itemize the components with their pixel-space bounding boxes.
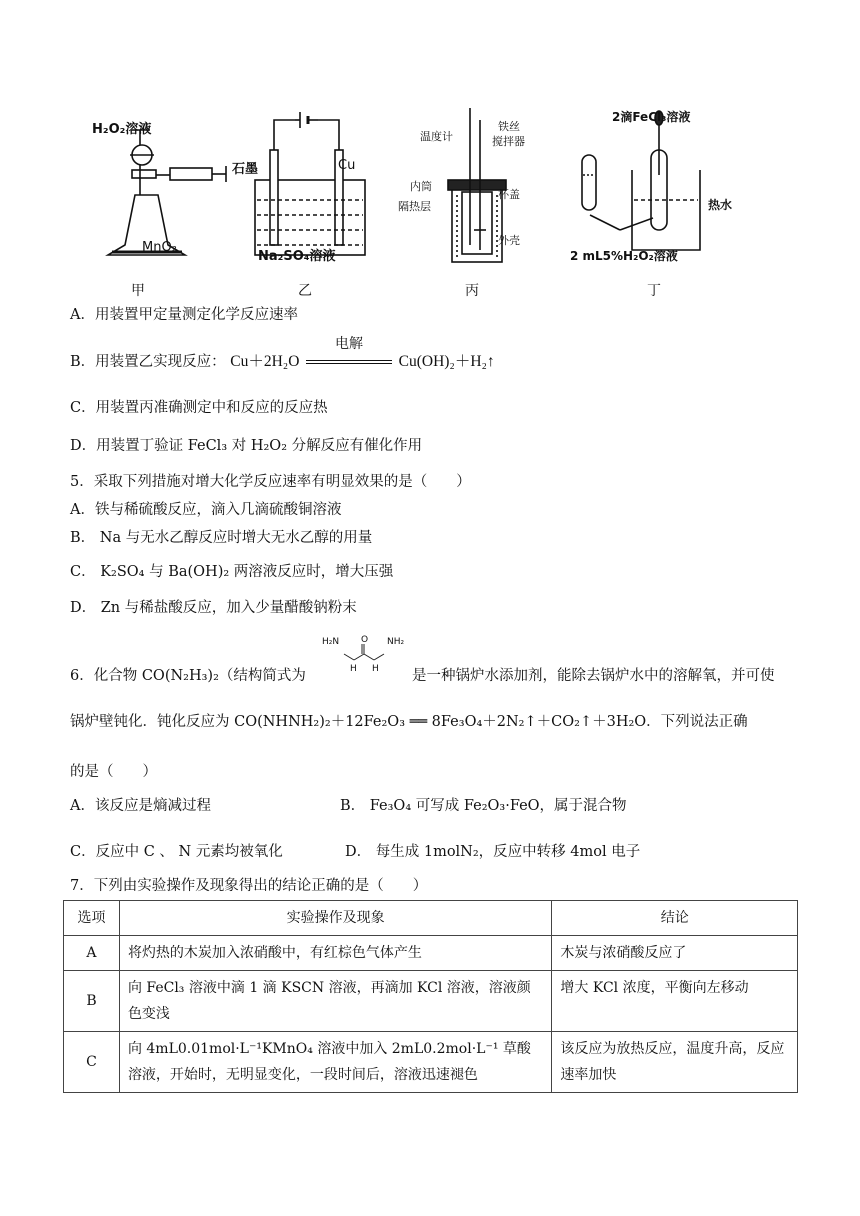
q7-stem: 7．下列由实验操作及现象得出的结论正确的是（ ） [70,878,428,894]
table-row [64,1032,798,1093]
jia-bottom-label: MnO₂ [142,240,177,255]
q4-option-d: D．用装置丁验证 FeCl₃ 对 H₂O₂ 分解反应有催化作用 [70,438,423,454]
row-c-conclusion: 该反应为放热反应，温度升高，反应速率加快 [552,1032,798,1093]
caption-bing: 丙 [465,283,479,299]
bing-label-wire: 铁丝 [498,120,520,133]
q5-option-c: C． K₂SO₄ 与 Ba(OH)₂ 两溶液反应时，增大压强 [70,564,394,580]
q4-option-c: C．用装置丙准确测定中和反应的反应热 [70,400,328,416]
q4-electrolysis-arrow [304,336,394,372]
header-operation: 实验操作及现象 [119,901,551,936]
row-a-option: A [64,936,120,971]
q6-option-d: D． 每生成 1molN₂，反应中转移 4mol 电子 [345,844,641,860]
q6-option-c: C．反应中 C 、 N 元素均被氧化 [70,844,283,860]
q6-stem-a: 6．化合物 CO(N₂H₃)₂（结构简式为 [70,668,306,684]
q5-stem: 5．采取下列措施对增大化学反应速率有明显效果的是（ ） [70,474,471,490]
q4-option-b-eq-right: Cu(OH)₂＋H₂↑ [398,353,495,370]
q4-option-a: A．用装置甲定量测定化学反应速率 [70,307,298,323]
ding-right-label: 热水 [708,198,733,212]
struct-oxygen: O [361,635,369,645]
caption-jia: 甲 [131,283,145,299]
bing-label-inner: 内筒 [410,180,432,193]
q4-option-b-prefix: B．用装置乙实现反应： [70,354,226,370]
yi-left-label: 石墨 [232,162,259,177]
row-b-option: B [64,971,120,1032]
row-a-operation: 将灼热的木炭加入浓硝酸中，有红棕色气体产生 [119,936,551,971]
row-b-conclusion: 增大 KCl 浓度，平衡向左移动 [552,971,798,1032]
ding-bottom-label: 2 mL5%H₂O₂溶液 [570,249,678,263]
q7-table [63,900,798,1093]
bing-label-insulation: 隔热层 [398,200,431,213]
row-b-operation: 向 FeCl₃ 溶液中滴 1 滴 KSCN 溶液，再滴加 KCl 溶液，溶液颜色变浅 [119,971,551,1032]
struct-right: NH₂ [387,637,405,647]
row-c-operation: 向 4mL0.01mol·L⁻¹KMnO₄ 溶液中加入 2mL0.2mol·L⁻¹ 草酸溶液，开始时，无明显变化，一段时间后，溶液迅速褪色 [119,1032,551,1093]
ding-top-label: 2滴FeCl₃溶液 [612,110,691,124]
q6-option-a: A．该反应是熵减过程 [70,798,211,814]
bing-label-thermometer: 温度计 [420,130,453,143]
q6-stem-d: 的是（ ） [70,764,157,780]
row-a-conclusion: 木炭与浓硝酸反应了 [552,936,798,971]
q4-option-b [70,336,495,372]
q5-option-b: B． Na 与无水乙醇反应时增大无水乙醇的用量 [70,530,373,546]
q5-option-d: D． Zn 与稀盐酸反应，加入少量醋酸钠粉末 [70,600,357,616]
row-c-option: C [64,1032,120,1093]
yi-bottom-label: Na₂SO₄溶液 [258,249,336,264]
q6-option-b: B． Fe₃O₄ 可写成 Fe₂O₃·FeO，属于混合物 [340,798,627,814]
table-row [64,936,798,971]
header-option: 选项 [64,901,120,936]
bing-label-stirrer: 搅拌器 [492,135,525,148]
bing-label-lid: 杯盖 [498,188,520,201]
table-header-row [64,901,798,936]
q5-option-a: A．铁与稀硫酸反应，滴入几滴硫酸铜溶液 [70,502,342,518]
jia-top-label: H₂O₂溶液 [92,122,152,137]
header-conclusion: 结论 [552,901,798,936]
struct-h1: H [350,664,357,674]
caption-ding: 丁 [647,283,661,299]
bing-label-shell: 外壳 [498,234,520,247]
q4-condition: 电解 [335,336,364,352]
q6-stem-c: 锅炉壁钝化．钝化反应为 CO(NHNH₂)₂＋12Fe₂O₃ ══ 8Fe₃O₄＋2N₂↑＋CO₂↑＋3H₂O．下列说法正确 [70,714,748,730]
table-row [64,971,798,1032]
struct-left: H₂N [322,637,340,647]
yi-right-label: Cu [338,158,356,173]
q4-option-b-eq-left: Cu＋2H₂O [230,353,300,370]
struct-h2: H [372,664,379,674]
q6-stem-b: 是一种锅炉水添加剂，能除去锅炉水中的溶解氧，并可使 [412,668,775,684]
caption-yi: 乙 [298,283,312,299]
